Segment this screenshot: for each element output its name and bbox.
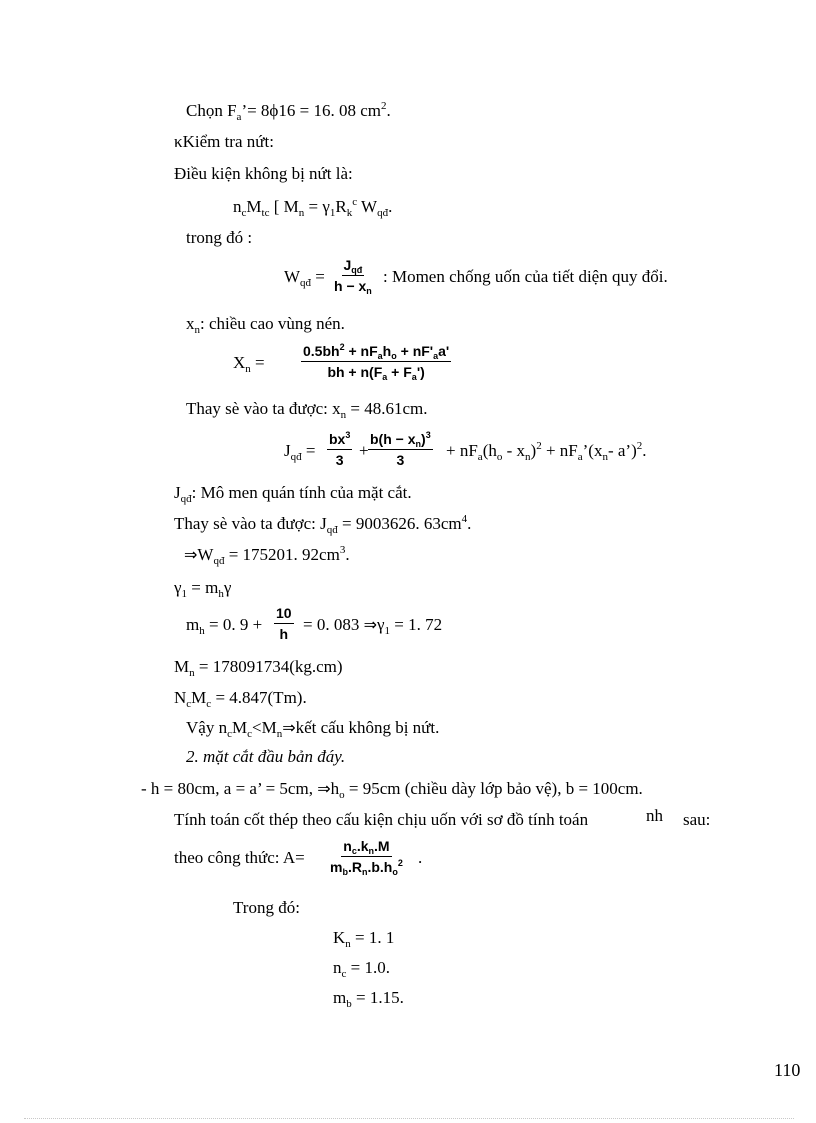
j-description: $J_{qđ}$: Mô men quán tính của mặt cắt.: [174, 483, 412, 505]
kiem-tra-heading: κKiểm tra nứt:: [174, 132, 274, 151]
w-result: $\Rightarrow W_{qđ} = 175201$. $92cm^3$.: [184, 544, 350, 567]
ncmc-value: $N_cM_c = 4.847(Tm)$.: [174, 688, 307, 710]
mh-formula-lhs: $m_h = 0$. 9 +: [186, 615, 263, 637]
w-fraction: $J_{qđ}$ $h - x_n$: [334, 257, 372, 296]
xn-fraction: $0.5bh^2 + nF_ah_o + nF'_aa'$ bh + $n(F_a + F_a')$: [303, 342, 450, 382]
section-2-heading: 2. mặt cắt đầu bản đáy.: [186, 747, 346, 766]
xn-formula-lhs: $X_n$ =: [233, 353, 265, 375]
mh-formula-rhs: = 0. 083 $\Rightarrow\gamma_1 = 1$. 72: [303, 615, 443, 637]
conclusion: Vậy $n_cM_c<M_n\Rightarrow kết$ cấu không bị nứt.: [186, 718, 440, 740]
tinh-toan-sau: sau:: [683, 810, 711, 829]
j-plus: +: [359, 441, 369, 460]
w-description: : Momen chống uốn của tiết diện quy đổi.: [383, 267, 668, 286]
dieu-kien-text: Điều kiện không bị nứt là:: [174, 164, 353, 183]
a-formula-end: .: [418, 848, 423, 867]
page-number: 110: [774, 1060, 801, 1080]
j-result: Thay sè vào ta được: $J_{qđ} = 9003626$. $63cm^4$.: [174, 513, 472, 536]
a-fraction: $\frac{n_c.k_n.M}{m_b.R_n.b.h_o^2}$: [330, 838, 403, 877]
mh-fraction: $\frac{10}{h}$: [276, 605, 292, 642]
dimensions-line: - h = 80cm, a = a’ = 5cm, $\Rightarrow h_o = 95cm$ (chiều dày lớp bảo vệ), b = 100cm.: [141, 779, 643, 801]
trong-do-text: trong đó :: [186, 228, 253, 247]
nc-value: $n_c = 1.0$.: [333, 958, 390, 980]
condition-formula: $n_cM_{tc}$ [ $M_n = \gamma_1R_k^c$ $W_{qđ}$.: [233, 196, 393, 219]
implies-arrow-icon: ⇒: [282, 718, 296, 737]
j-fraction-2: $\frac{b(h - x_n)^3}{3}$: [370, 430, 431, 468]
implies-arrow-icon: ⇒: [363, 615, 377, 634]
tinh-toan-text: Tính toán cốt thép theo cấu kiện chịu uốn với sơ đồ tính toán: [174, 810, 589, 829]
implies-arrow-icon: ⇒: [317, 779, 331, 798]
xn-description: $x_n$: chiều cao vùng nén.: [186, 314, 345, 336]
j-fraction-1: $\frac{bx^3}{3}$: [329, 430, 351, 468]
j-formula-tail: + $nF_a(h_o - x_n)^2$ + $nF_a’(x_n-$ a’)$^2$.: [446, 440, 647, 463]
xn-result: Thay sè vào ta được: $x_n = 48.61cm$.: [186, 399, 428, 421]
chon-line: Chọn $F_a’= 8\phi 16 = 16$. 08 $cm^2$.: [186, 100, 391, 123]
w-formula-lhs: $W_{qđ}$ =: [284, 267, 325, 289]
a-formula-lhs: theo công thức: A=: [174, 848, 305, 867]
implies-arrow-icon: ⇒: [184, 545, 198, 564]
trong-do-2: Trong đó:: [233, 898, 300, 917]
kn-value: $K_n = 1$. 1: [333, 928, 395, 950]
tinh-toan-nh: nh: [646, 806, 663, 825]
mb-value: $m_b = 1.15$.: [333, 988, 404, 1010]
mn-value: $M_n = 178091734(kg.cm)$: [174, 657, 343, 679]
j-formula-lhs: $J_{qđ}$ =: [284, 441, 316, 463]
gamma-formula: $\gamma_1 = m_h\gamma$: [174, 578, 232, 600]
footer-divider: [24, 1118, 794, 1119]
